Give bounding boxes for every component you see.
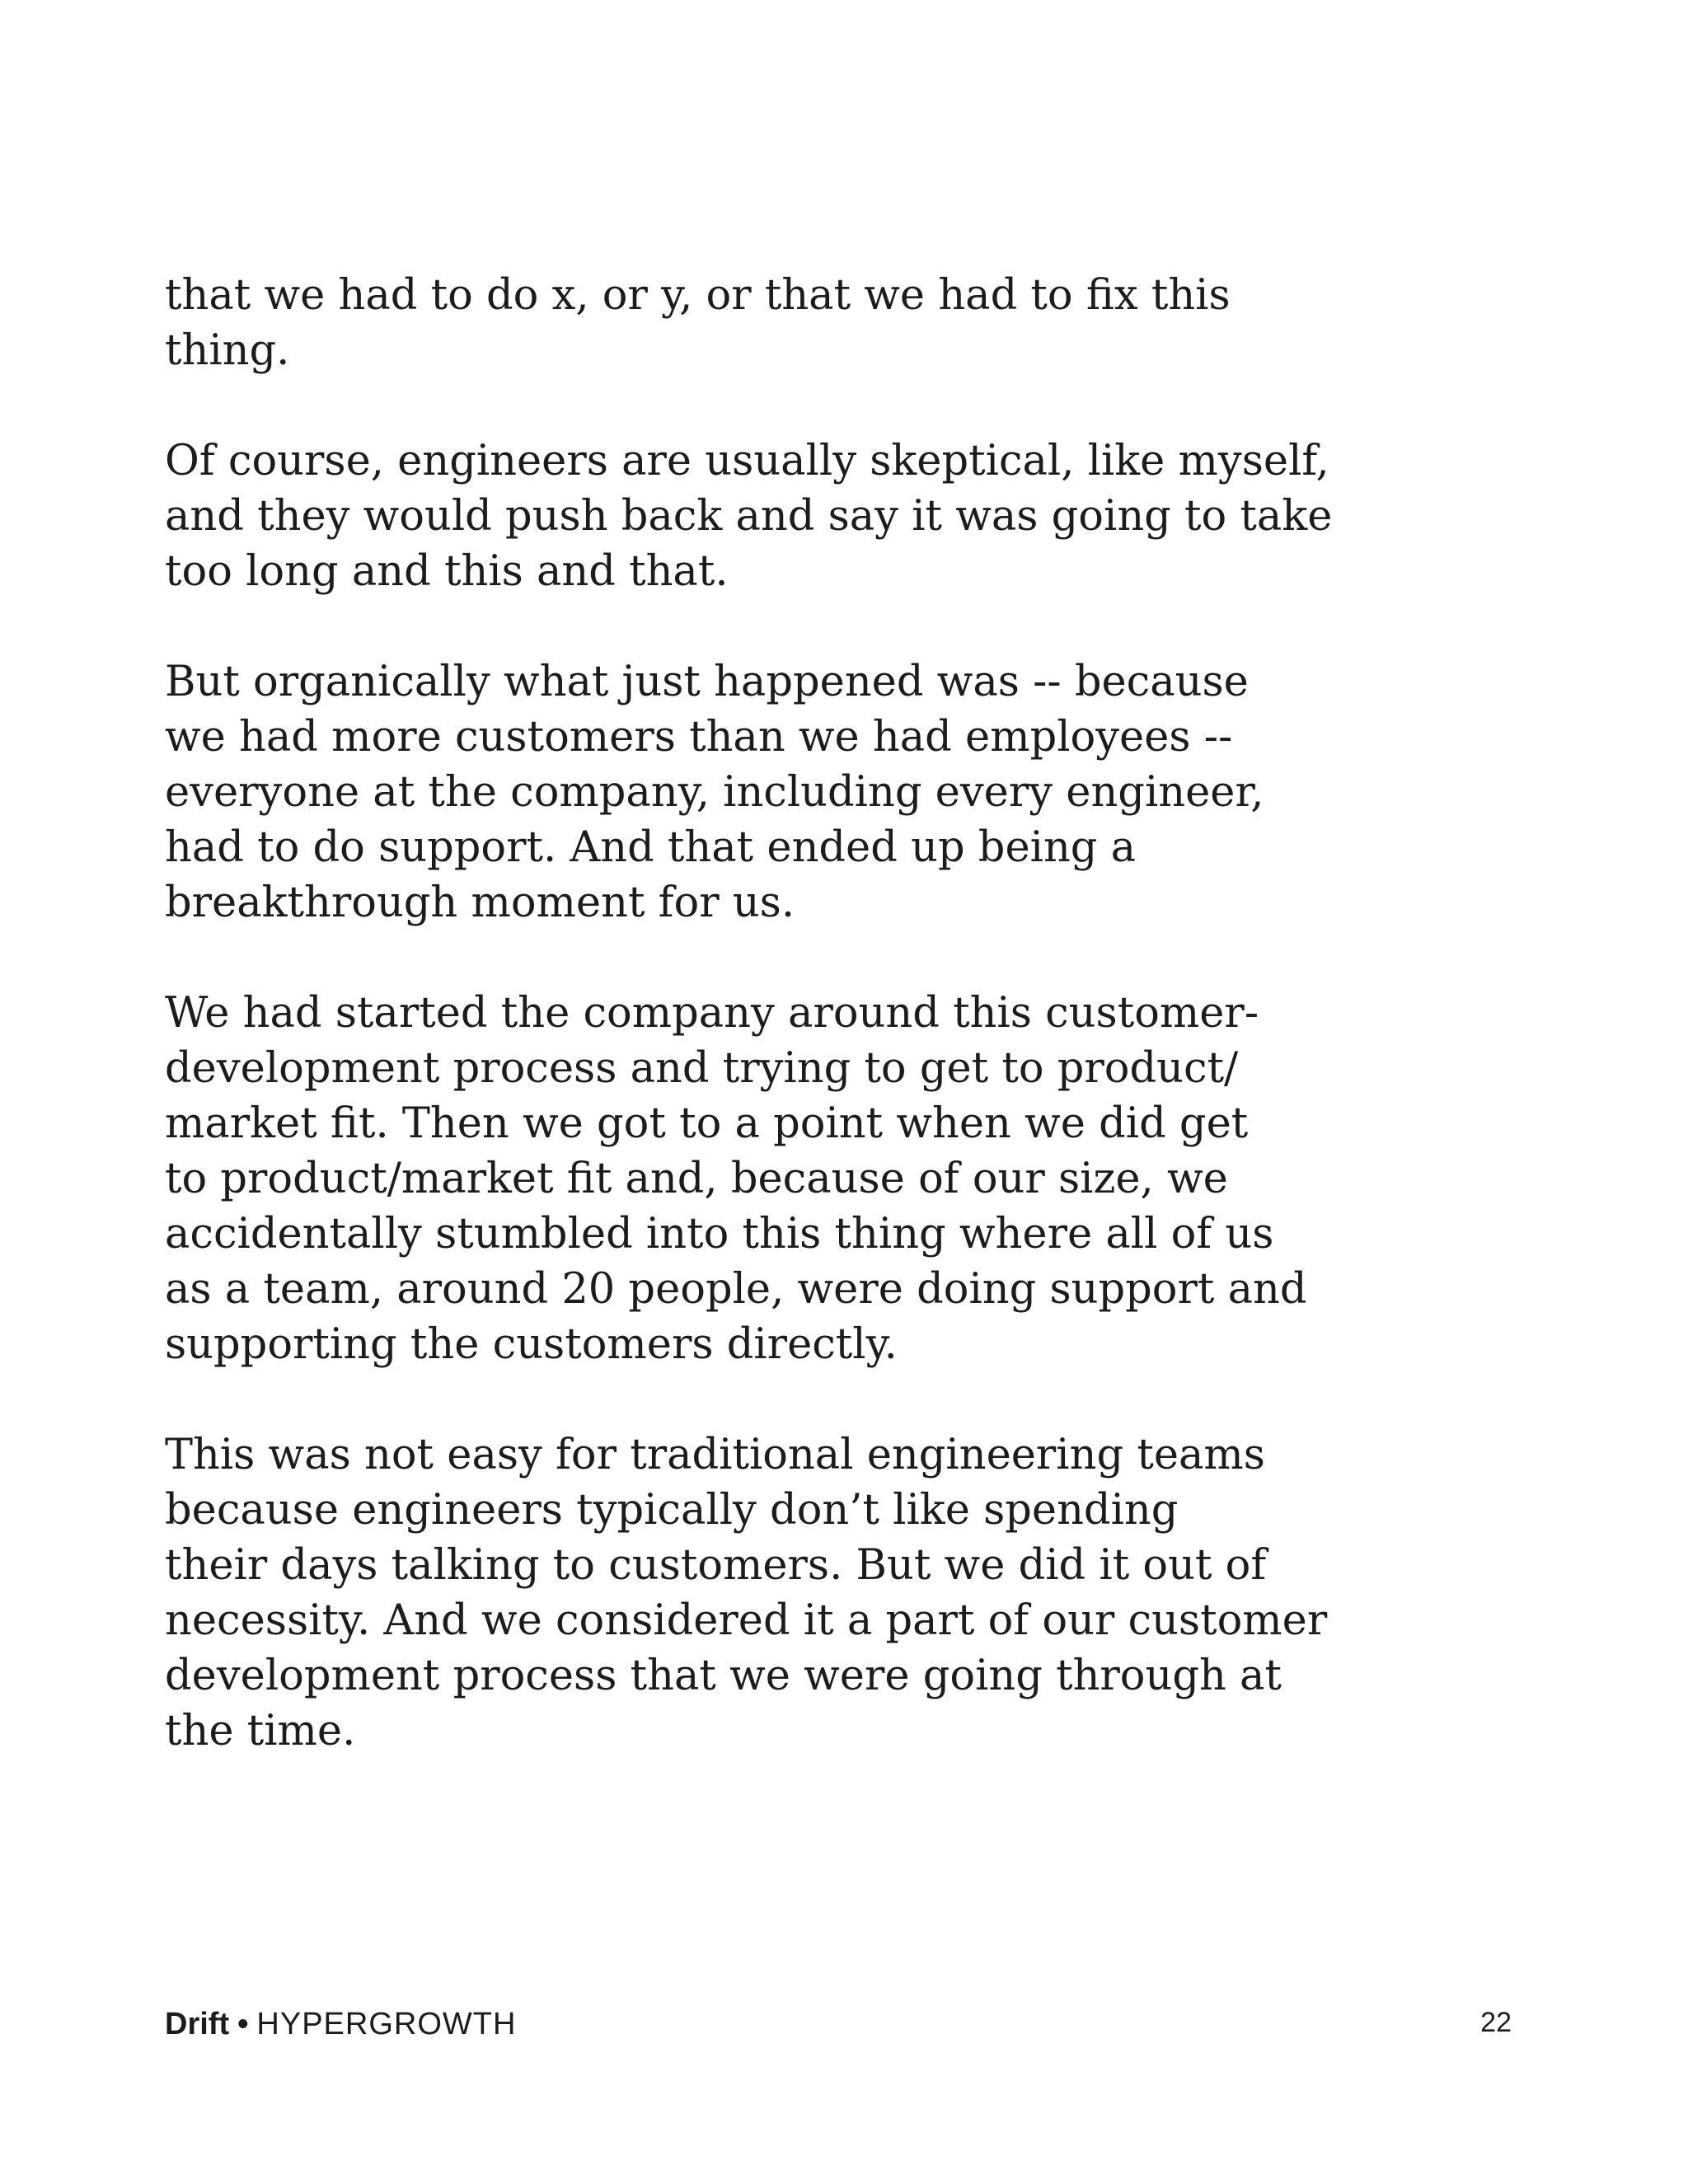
text-line: that we had to do x, or y, or that we had to fix this	[165, 271, 1231, 320]
text-line: supporting the customers directly.	[165, 1320, 898, 1369]
text-line: and they would push back and say it was going to take	[165, 492, 1333, 541]
text-line: their days talking to customers. But we did it out of	[165, 1541, 1267, 1590]
paragraph-1	[165, 268, 1319, 378]
text-line: accidentally stumbled into this thing where all of us	[165, 1210, 1274, 1258]
text-line: Of course, engineers are usually skeptical, like myself,	[165, 437, 1329, 485]
paragraph-2	[165, 434, 1333, 599]
text-line: We had started the company around this customer-	[165, 989, 1259, 1038]
text-line: as a team, around 20 people, were doing support and	[165, 1265, 1307, 1314]
text-line: market fit. Then we got to a point when we did get	[165, 1099, 1249, 1148]
text-line: development process and trying to get to product/	[165, 1044, 1239, 1093]
paragraph-3	[165, 654, 1319, 930]
body-text	[165, 268, 1333, 1814]
footer-book-title: HYPERGROWTH	[256, 2007, 517, 2041]
paragraph-4	[165, 986, 1319, 1372]
text-line: had to do support. And that ended up being a	[165, 823, 1137, 872]
footer-brand: Drift	[165, 2007, 230, 2041]
text-line: to product/market fit and, because of our size, we	[165, 1155, 1228, 1203]
text-line: But organically what just happened was -- because	[165, 658, 1249, 706]
text-line: because engineers typically don’t like spending	[165, 1486, 1179, 1535]
text-line: the time.	[165, 1707, 356, 1755]
text-line: development process that we were going through at	[165, 1652, 1282, 1700]
footer	[165, 2004, 516, 2044]
text-line: thing.	[165, 326, 290, 375]
footer-separator: •	[237, 2007, 249, 2041]
text-line: everyone at the company, including every engineer,	[165, 768, 1264, 817]
paragraph-5	[165, 1427, 1328, 1759]
text-line: too long and this and that.	[165, 547, 729, 596]
text-line: This was not easy for traditional engineering teams	[165, 1431, 1265, 1479]
text-line: breakthrough moment for us.	[165, 879, 795, 927]
text-line: necessity. And we considered it a part of our customer	[165, 1596, 1328, 1645]
text-line: we had more customers than we had employees --	[165, 713, 1233, 762]
page-number: 22	[1480, 2007, 1512, 2038]
